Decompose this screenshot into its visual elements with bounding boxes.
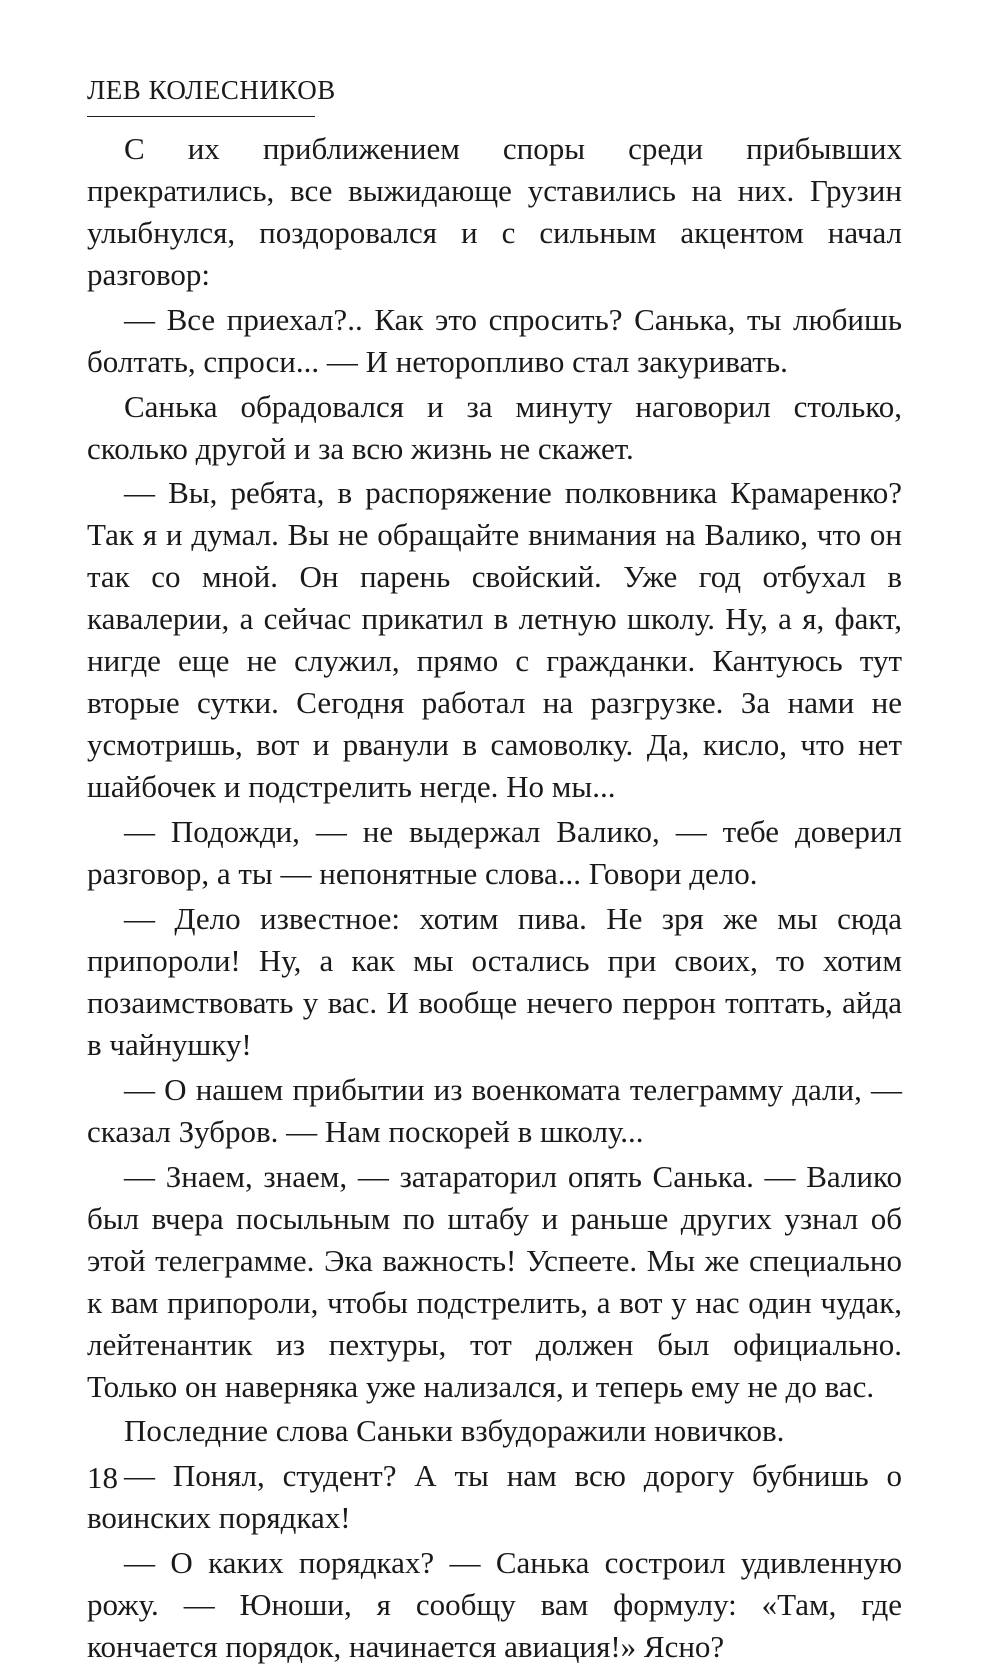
paragraph: — Подожди, — не выдержал Валико, — тебе доверил разговор, а ты — непонятные слова... Говори дело. [87,814,902,892]
paragraph: — Все приехал?.. Как это спросить? Санька, ты любишь болтать, спроси... — И неторопливо стал закуривать. [87,301,902,379]
paragraph: — Дело известное: хотим пива. Не зря же мы сюда припороли! Ну, а как мы остались при своих, то хотим позаимствовать у вас. И вообще нечего перрон топтать, айда в чайнушку! [87,900,902,1062]
paragraph: — Вы, ребята, в распоряжение полковника Крамаренко? Так я и думал. Вы не обращайте внимания на Валико, что он так со мной. Он парень свойский. Уже год отбухал в кавалерии, а сейчас прикатил в летную школу. Ну, а я, факт, нигде еще не служил, прямо с гражданки. Кантуюсь тут вторые сутки. Сегодня работал на разгрузке. За нами не усмотришь, вот и рванули в самоволку. Да, кисло, что нет шайбочек и подстрелить негде. Но мы... [87,475,902,805]
paragraph: Последние слова Саньки взбудоражили новичков. [124,1413,785,1449]
paragraph: — О каких порядках? — Санька состроил удивленную рожу. — Юноши, я сообщу вам формулу: «Там, где кончается порядок, начинается авиация!» Ясно? [87,1544,902,1664]
running-head-author: ЛЕВ КОЛЕСНИКОВ [87,75,336,105]
paragraph: Санька обрадовался и за минуту наговорил столько, сколько другой и за всю жизнь не скажет. [87,388,902,466]
paragraph: — О нашем прибытии из военкомата телеграмму дали, — сказал Зубров. — Нам поскорей в школу... [87,1071,902,1149]
paragraph: — Знаем, знаем, — затараторил опять Санька. — Валико был вчера посыльным по штабу и раньше других узнал об этой телеграмме. Эка важность! Успеете. Мы же специально к вам припороли, чтобы подстрелить, а вот у нас один чудак, лейтенантик из пехтуры, тот должен был официально. Только он наверняка уже нализался, и теперь ему не до вас. [87,1158,902,1404]
paragraph: С их приближением споры среди прибывших прекратились, все выжидающе уставились на них. Грузин улыбнулся, поздоровался и с сильным акцентом начал разговор: [87,131,902,292]
page-number: 18 [87,1460,118,1495]
header-rule [87,116,315,117]
body-text [87,128,902,1671]
paragraph: — Понял, студент? А ты нам всю дорогу бубнишь о воинских порядках! [87,1458,902,1536]
